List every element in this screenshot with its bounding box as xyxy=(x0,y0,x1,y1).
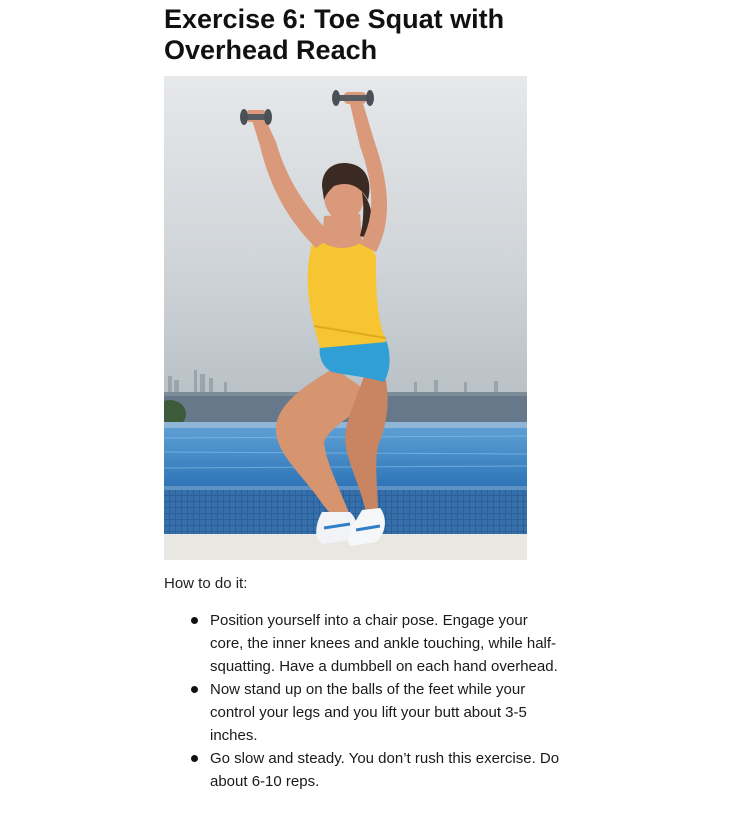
bullet-icon xyxy=(191,617,198,624)
article xyxy=(164,0,584,790)
title-line-2: Overhead Reach xyxy=(164,35,378,65)
title-line-1: Exercise 6: Toe Squat with xyxy=(164,4,505,34)
exercise-photo xyxy=(164,76,527,560)
page-title xyxy=(164,0,584,66)
list-item xyxy=(164,747,564,793)
how-to-label: How to do it: xyxy=(164,575,248,592)
bullet-icon xyxy=(191,755,198,762)
bullet-icon xyxy=(191,686,198,693)
step-text: Go slow and steady. You don’t rush this exercise. Do about 6-10 reps. xyxy=(210,750,560,790)
step-text: Now stand up on the balls of the feet while your control your legs and you lift your butt about 3-5 inches. xyxy=(210,681,527,744)
steps-list xyxy=(164,609,564,793)
list-item xyxy=(164,678,564,747)
list-item xyxy=(164,609,564,678)
step-text: Position yourself into a chair pose. Engage your core, the inner knees and ankle touching, while half-squatting. Have a dumbbell on each hand overhead. xyxy=(210,612,558,675)
